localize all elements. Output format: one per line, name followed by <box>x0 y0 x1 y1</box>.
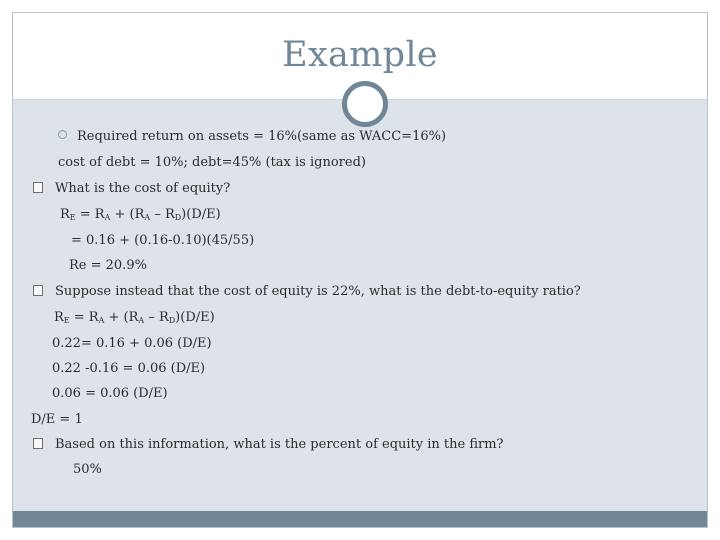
slide-frame <box>12 12 708 528</box>
formula-line-8: $R_E = R_A + (R_A - R_D)(D/E)$ <box>54 310 215 325</box>
bullet-line-13 <box>33 436 504 454</box>
line-text: 50% <box>73 462 102 477</box>
box-bullet-icon <box>33 182 43 193</box>
slide-title: Example <box>282 35 438 75</box>
line-text: = 0.16 + (0.16-0.10)(45/55) <box>71 233 255 248</box>
box-bullet-icon <box>33 438 43 449</box>
line-text: Required return on assets = 16%(same as WACC=16%) <box>77 129 447 144</box>
line-text: D/E = 1 <box>31 412 83 427</box>
line-text: 0.06 = 0.06 (D/E) <box>52 386 168 401</box>
bullet-line-3 <box>33 180 230 198</box>
circle-bullet-icon <box>58 130 67 139</box>
formula-line-9 <box>52 335 212 353</box>
bottom-accent-bar <box>13 511 707 527</box>
formula-line-6 <box>69 257 147 275</box>
line-text: 0.22= 0.16 + 0.06 (D/E) <box>52 336 212 351</box>
line-text: Suppose instead that the cost of equity is 22%, what is the debt-to-equity ratio? <box>55 284 581 299</box>
formula-line-5 <box>71 232 254 250</box>
line-text: Re = 20.9% <box>69 258 147 273</box>
line-text: Based on this information, what is the percent of equity in the firm? <box>55 437 504 452</box>
line-text: cost of debt = 10%; debt=45% (tax is ignored) <box>58 155 366 170</box>
bullet-line-1 <box>58 128 446 146</box>
line-text: What is the cost of equity? <box>55 181 231 196</box>
ring-ornament-icon <box>342 81 388 127</box>
text-line-2 <box>58 154 366 172</box>
box-bullet-icon <box>33 285 43 296</box>
answer-line-14 <box>73 461 102 479</box>
line-text: 0.22 -0.16 = 0.06 (D/E) <box>52 361 206 376</box>
bullet-line-7 <box>33 283 581 301</box>
formula-line-4: $R_E = R_A + (R_A - R_D)(D/E)$ <box>60 207 221 222</box>
formula-line-11 <box>52 385 168 403</box>
formula-line-12 <box>31 411 83 429</box>
formula-line-10 <box>52 360 205 378</box>
